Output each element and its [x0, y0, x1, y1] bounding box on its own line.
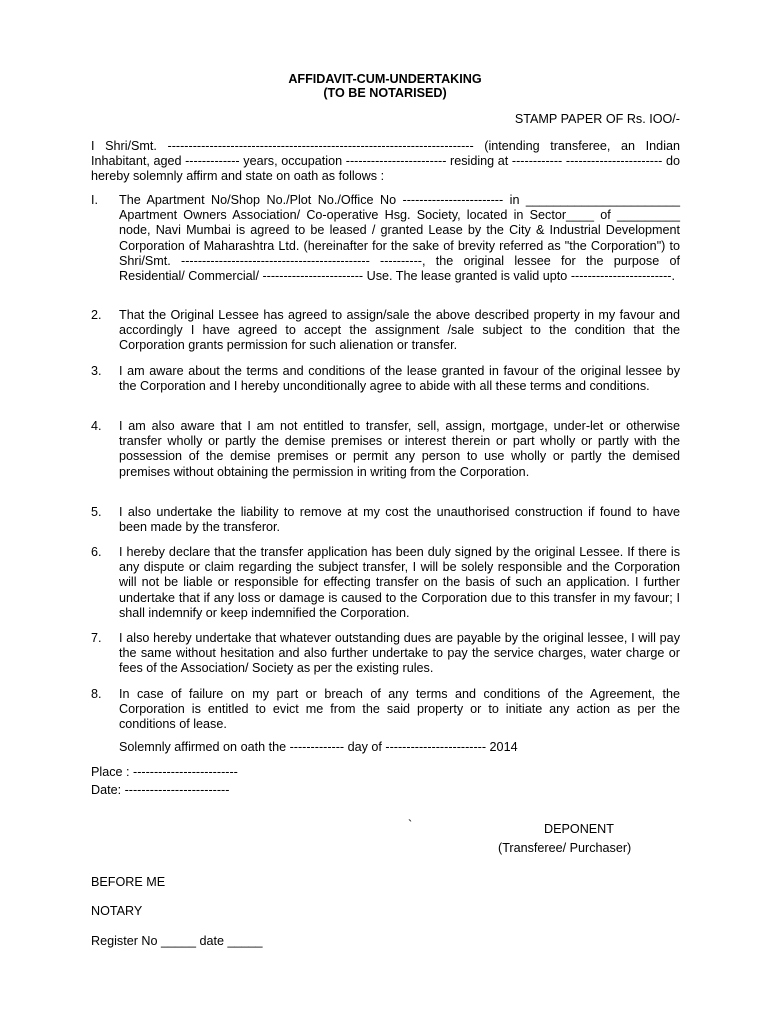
clause-text: I am also aware that I am not entitled to transfer, sell, assign, mortgage, under-let or otherwise transfer wholly or partly the demise premises or interest therein or part wholly or partly with the possession of the demise premises or permit any person to use wholly or partly the demised premises without obtaining the permission in writing from the Corporation. [119, 419, 680, 479]
before-me-label: BEFORE ME [91, 875, 166, 889]
notary-label: NOTARY [91, 904, 143, 918]
clause-text: I am aware about the terms and conditions of the lease granted in favour of the original lessee by the Corporation and I hereby unconditionally agree to abide with all these terms and conditions. [119, 364, 680, 394]
clause-number: I. [91, 193, 98, 207]
clause-number: 5. [91, 505, 102, 519]
clause-5 [91, 505, 680, 535]
clause-number: 4. [91, 419, 102, 433]
clause-text: I hereby declare that the transfer application has been duly signed by the original Lessee. If there is any dispute or claim regarding the subject transfer, I will be solely responsible and the Corporation will not be liable or responsible for effecting transfer on the basis of such an application. I further undertake that if any loss or damage is caused to the Corporation due to this transfer in my favour; I shall indemnify or keep indemnified the Corporation. [119, 545, 680, 620]
clause-text: I also undertake the liability to remove at my cost the unauthorised construction if found to have been made by the transferor. [119, 505, 680, 535]
clause-2 [91, 308, 680, 354]
place-line: Place : ------------------------- [91, 765, 238, 779]
deponent-label: DEPONENT [544, 822, 614, 836]
affirmation-line: Solemnly affirmed on oath the ------------- day of ------------------------ 2014 [119, 740, 518, 754]
clause-8 [91, 687, 680, 733]
clause-text: In case of failure on my part or breach of any terms and conditions of the Agreement, the Corporation is entitled to evict me from the said property or to initiate any action as per the conditions of lease. [119, 687, 680, 732]
clause-1 [91, 193, 680, 284]
clause-4 [91, 419, 680, 480]
clause-number: 8. [91, 687, 102, 701]
document-title: AFFIDAVIT-CUM-UNDERTAKING [288, 72, 482, 86]
clause-number: 7. [91, 631, 102, 645]
clause-text: The Apartment No/Shop No./Plot No./Office No ------------------------ in ______________________ Apartment Owners Association/ Co-operative Hsg. Society, located in Sector____ of _________ node, Navi Mumbai is agreed to be leased / granted Lease by the City & Industrial Development Corporation of Maharashtra Ltd. (hereinafter for the sake of brevity referred as "the Corporation") to Shri/Smt. --------------------------------------------- ----------, the original lessee for the purpose of Residential/ Commercial/ ------------------------ Use. The lease granted is valid upto ------------------------. [119, 193, 680, 284]
clause-text: I also hereby undertake that whatever outstanding dues are payable by the original lessee, I will pay the same without hesitation and also further undertake to pay the service charges, water charge or fees of the Association/ Society as per the existing rules. [119, 631, 680, 676]
date-line: Date: ------------------------- [91, 783, 230, 797]
stamp-paper-note: STAMP PAPER OF Rs. IOO/- [514, 112, 680, 126]
clause-text: That the Original Lessee has agreed to assign/sale the above described property in my favour and accordingly I have agreed to accept the assignment /sale subject to the condition that the Corporation grants permission for such alienation or transfer. [119, 308, 680, 353]
clause-7 [91, 631, 680, 677]
intro-paragraph: I Shri/Smt. ------------------------------------------------------------------------- (intending transferee, an Indian Inhabitant, aged ------------- years, occupation ------------------------ residing at ------------ ----------------------- do hereby solemnly affirm and state on oath as follows : [91, 139, 680, 184]
deponent-role: (Transferee/ Purchaser) [498, 841, 632, 855]
clause-number: 6. [91, 545, 102, 559]
clause-number: 2. [91, 308, 102, 322]
document-subtitle: (TO BE NOTARISED) [323, 86, 447, 100]
register-line: Register No _____ date _____ [91, 934, 263, 948]
clause-6 [91, 545, 680, 621]
clause-3 [91, 364, 680, 394]
stray-mark: ` [408, 818, 413, 832]
clause-number: 3. [91, 364, 102, 378]
